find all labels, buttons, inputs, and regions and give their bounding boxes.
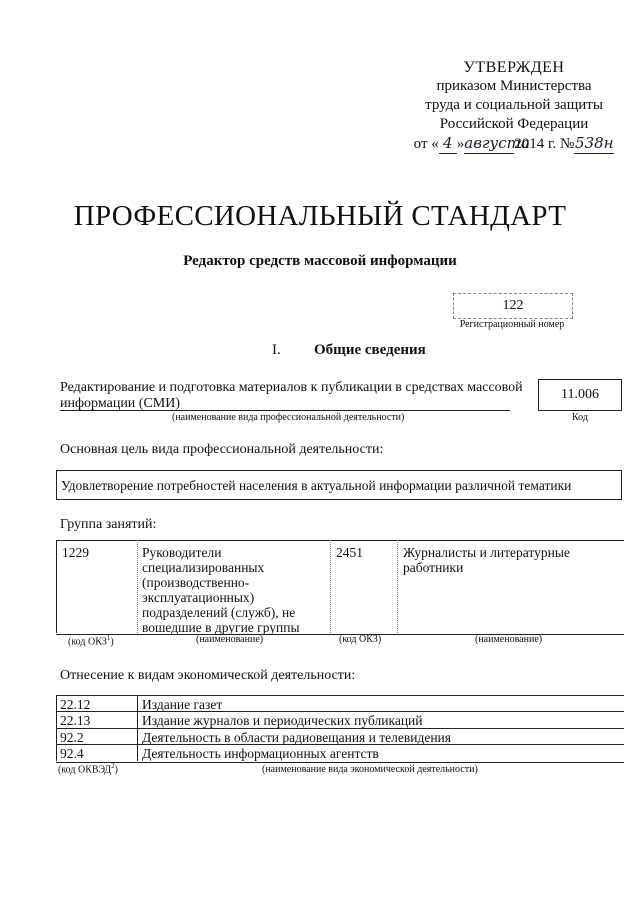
- activity-name-line1: Редактирование и подготовка материалов к публикации в средствах массовой: [60, 380, 523, 395]
- activity-code-label: Код: [572, 412, 588, 423]
- occupation-name-1-line: эксплуатационных): [142, 590, 255, 605]
- economic-code: 92.4: [60, 746, 84, 761]
- goal-heading: Основная цель вида профессиональной деятельности:: [60, 442, 384, 457]
- occupations-left-border: [56, 540, 57, 633]
- occupation-name-2: [403, 545, 618, 575]
- occupation-name-2-line: Журналисты и литературные: [403, 545, 570, 560]
- economic-code: 22.12: [60, 697, 91, 712]
- economic-name-caption: (наименование вида экономической деятельности): [262, 764, 478, 775]
- occupation-name-1-line: подразделений (служб), не: [142, 605, 296, 620]
- registration-number-label: Регистрационный номер: [459, 319, 565, 330]
- economic-name: Издание газет: [142, 697, 223, 712]
- occupation-name-1: [142, 545, 328, 635]
- section-title: Общие сведения: [314, 342, 426, 358]
- approval-country-line: Российской Федерации: [439, 116, 589, 132]
- activity-code-box: 11.006: [538, 379, 622, 411]
- approval-order-line: приказом Министерства: [436, 78, 592, 94]
- occupations-divider-3: [397, 540, 398, 633]
- document-title: ПРОФЕССИОНАЛЬНЫЙ СТАНДАРТ: [73, 200, 567, 232]
- date-year: 2014 г. №: [514, 136, 575, 152]
- activity-name-line2: информации (СМИ): [60, 396, 181, 411]
- economic-name: Деятельность в области радиовещания и телевидения: [142, 730, 451, 745]
- occupation-name-caption-1: (наименование): [196, 634, 264, 645]
- occupation-code-caption-1: (код ОКЗ$^1$): [68, 634, 114, 648]
- occupation-code-caption-2: (код ОКЗ): [339, 634, 382, 645]
- registration-number-box: 122: [453, 293, 573, 319]
- handwritten-order-number: 538н: [575, 134, 614, 152]
- handwritten-day: 4: [439, 134, 457, 154]
- approval-date-line: [398, 134, 630, 156]
- economic-name: Деятельность информационных агентств: [142, 746, 379, 761]
- goal-box: [56, 470, 622, 500]
- approval-ministry-line: труда и социальной защиты: [425, 97, 603, 113]
- date-prefix: от «: [413, 136, 439, 152]
- occupation-name-2-line: работники: [403, 560, 464, 575]
- occupation-name-1-line: вошедшие в другие группы: [142, 620, 300, 635]
- occupations-heading: Группа занятий:: [60, 517, 157, 532]
- occupations-divider-2: [330, 540, 331, 633]
- economic-row-divider: [56, 728, 624, 729]
- economic-code-caption: (код ОКВЭД$^2$): [58, 762, 118, 776]
- occupation-name-1-line: (производственно-: [142, 575, 250, 590]
- activity-underline: [60, 410, 510, 411]
- goal-text: Удовлетворение потребностей населения в актуальной информации различной тематики: [61, 478, 572, 493]
- occupation-name-caption-2: (наименование): [475, 634, 543, 645]
- date-mid: »: [456, 136, 465, 152]
- activity-name: [60, 380, 530, 412]
- economic-heading: Отнесение к видам экономической деятельности:: [60, 668, 356, 683]
- handwritten-month: августа: [464, 134, 530, 152]
- occupation-name-1-line: Руководители: [142, 545, 222, 560]
- occupation-name-1-line: специализированных: [142, 560, 265, 575]
- economic-code: 22.13: [60, 713, 91, 728]
- activity-caption: (наименование вида профессиональной деятельности): [172, 412, 405, 423]
- occupations-divider-1: [137, 540, 138, 633]
- occupation-code-1: 1229: [62, 545, 89, 560]
- economic-code: 92.2: [60, 730, 84, 745]
- occupation-code-2: 2451: [336, 545, 363, 560]
- section-numeral: I.: [272, 342, 281, 358]
- approval-block: [398, 58, 630, 156]
- approval-heading: УТВЕРЖДЕН: [463, 59, 565, 76]
- document-subtitle: Редактор средств массовой информации: [183, 253, 457, 269]
- economic-name: Издание журналов и периодических публикаций: [142, 713, 423, 728]
